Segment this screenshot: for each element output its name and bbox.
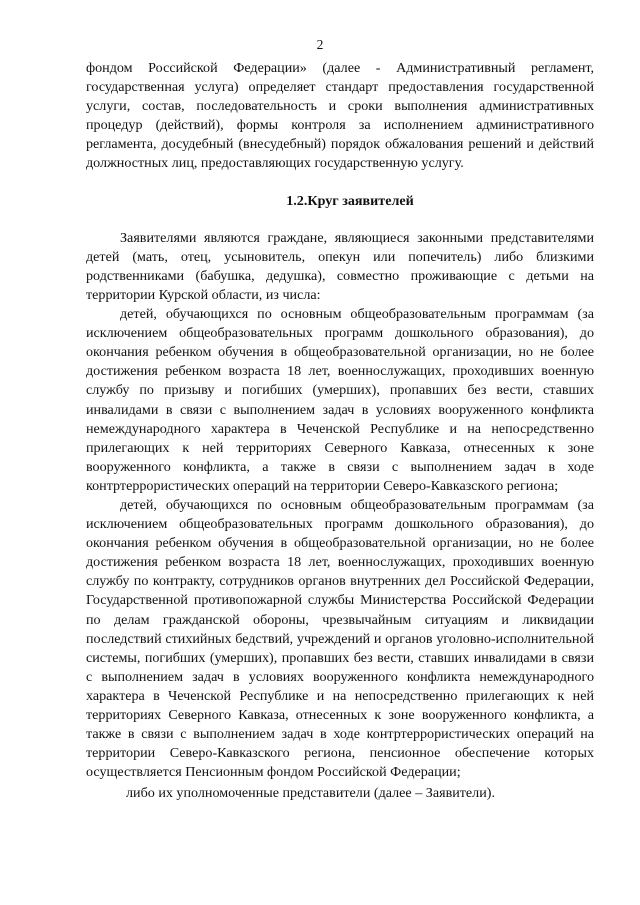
applicants-paragraph: Заявителями являются граждане, являющиеся законными представителями детей (мать, отец, усыновитель, опекун или попечитель) либо близкими родственниками (бабушка, дедушка), совместно проживающие с детьми на территории Курской области, из числа:: [86, 229, 594, 303]
intro-paragraph: фондом Российской Федерации» (далее - Административный регламент, государственная услуга) определяет стандарт предоставления государственной услуги, состав, последовательность и сроки выполнения административных процедур (действий), формы контроля за исполнением административного регламента, досудебный (внесудебный) порядок обжалования решений и действий должностных лиц, предоставляющих государственную услугу.: [86, 60, 594, 172]
list-item-second-category: детей, обучающихся по основным общеобразовательным программам (за исключением общеобразовательных программ дошкольного образования), до окончания ребенком обучения в общеобразовательной организации, но не более достижения ребенком возраста 18 лет, военнослужащих, проходивших военную службу по контракту, сотрудников органов внутренних дел Российской Федерации, Государственной противопожарной службы Министерства Российской Федерации по делам гражданской обороны, чрезвычайным ситуациям и ликвидации последствий стихийных бедствий, учреждений и органов уголовно-исполнительной системы, погибших (умерших), пропавших без вести, ставших инвалидами в связи с выполнением задач в условиях вооруженного конфликта немеждународного характера в Чеченской Республике и на непосредственно прилегающих к ней территориях Северного Кавказа, отнесенных к зоне вооруженного конфликта, а также в связи с выполнением задач в ходе контртеррористических операций на территории Северо-Кавказского региона, пенсионное обеспечение которых осуществляется Пенсионным фондом Российской Федерации;: [86, 496, 594, 781]
document-body: [86, 59, 594, 803]
page-number: 2: [316, 37, 324, 52]
representatives-paragraph: либо их уполномоченные представители (далее – Заявители).: [126, 785, 495, 802]
list-item-first-category: детей, обучающихся по основным общеобразовательным программам (за исключением общеобразовательных программ дошкольного образования), до окончания ребенком обучения в общеобразовательной организации, но не более достижения ребенком возраста 18 лет, военнослужащих, проходивших военную службу по призыву и погибших (умерших), пропавших без вести, ставших инвалидами в связи с выполнением задач в условиях вооруженного конфликта немеждународного характера в Чеченской Республике и на непосредственно прилегающих к ней территориях Северного Кавказа, отнесенных к зоне вооруженного конфликта, а также в связи с выполнением задач в ходе контртеррористических операций на территории Северо-Кавказского региона;: [86, 306, 594, 494]
section-heading: 1.2.Круг заявителей: [286, 192, 414, 209]
